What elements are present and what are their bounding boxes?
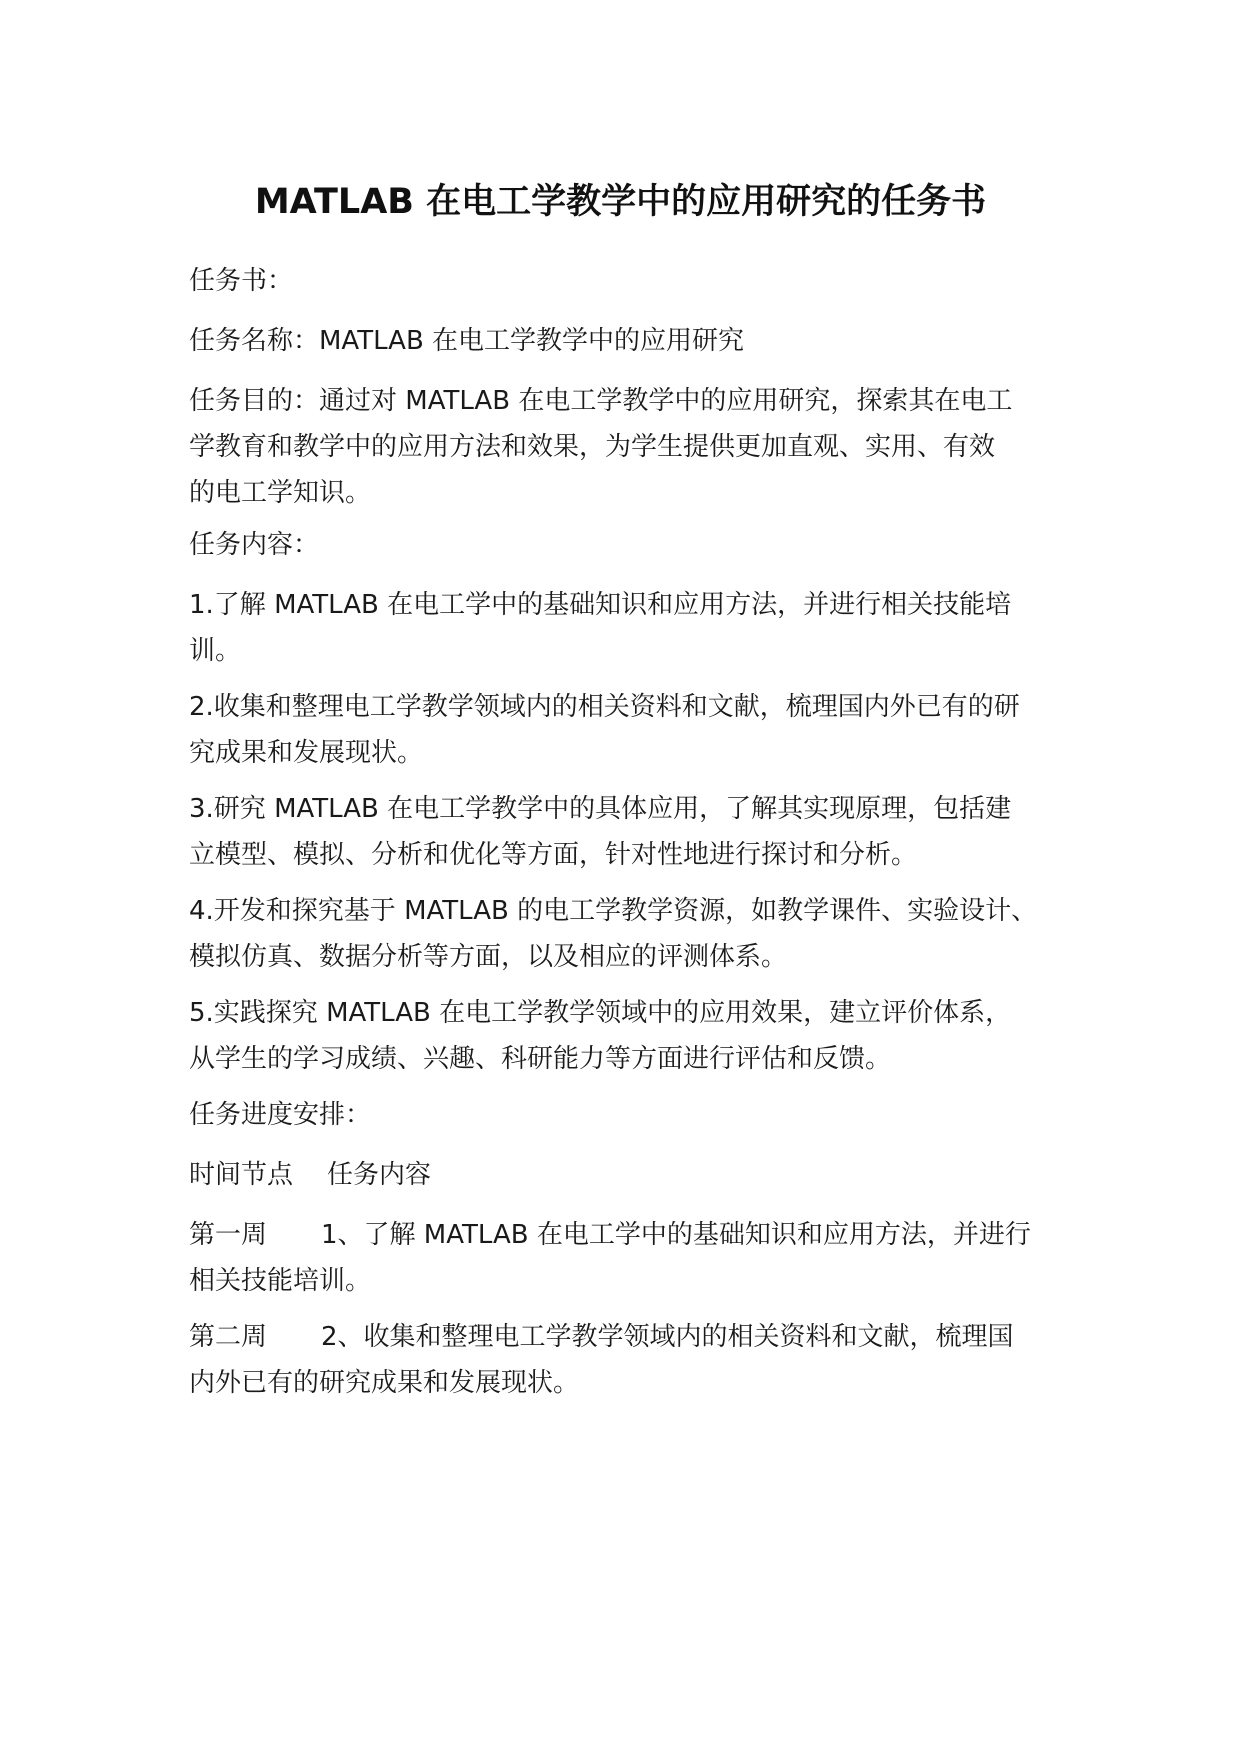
- task-item-4: [189, 888, 1059, 980]
- text-line: 的电工学知识。: [189, 478, 372, 508]
- text-line: 立模型、模拟、分析和优化等方面，针对性地进行探讨和分析。: [189, 840, 918, 870]
- schedule-row-week-2: [189, 1314, 1059, 1406]
- task-item-1: [189, 582, 1059, 674]
- task-item-5: [189, 990, 1059, 1082]
- schedule-week-label: 第一周: [189, 1220, 268, 1250]
- text-line: 3.研究 MATLAB 在电工学教学中的具体应用，了解其实现原理，包括建: [189, 794, 1012, 824]
- task-item-2: [189, 684, 1059, 776]
- text-line: 5.实践探究 MATLAB 在电工学教学领域中的应用效果，建立评价体系，: [189, 998, 1012, 1028]
- schedule-header-content: 任务内容: [327, 1160, 432, 1190]
- text-line: 任务进度安排：: [189, 1100, 372, 1130]
- schedule-row-week-1: [189, 1212, 1059, 1304]
- schedule-content-text: 2、收集和整理电工学教学领域内的相关资料和文献，梳理国: [321, 1322, 1014, 1352]
- text-line: 任务内容：: [189, 530, 320, 560]
- schedule-content-text: 内外已有的研究成果和发展现状。: [189, 1368, 580, 1398]
- task-item-3: [189, 786, 1059, 878]
- text-line: 模拟仿真、数据分析等方面，以及相应的评测体系。: [189, 942, 788, 972]
- text-line: 从学生的学习成绩、兴趣、科研能力等方面进行评估和反馈。: [189, 1044, 892, 1074]
- document-title: MATLAB 在电工学教学中的应用研究的任务书: [254, 182, 987, 222]
- schedule-header-time: 时间节点: [189, 1160, 294, 1190]
- text-line: 1.了解 MATLAB 在电工学中的基础知识和应用方法，并进行相关技能培: [189, 590, 1012, 620]
- schedule-header: [189, 1152, 1059, 1198]
- text-line: 2.收集和整理电工学教学领域内的相关资料和文献，梳理国内外已有的研: [189, 692, 1020, 722]
- schedule-week-label: 第二周: [189, 1322, 268, 1352]
- text-line: 任务书：: [189, 266, 294, 296]
- text-line: 学教育和教学中的应用方法和效果，为学生提供更加直观、实用、有效: [189, 432, 996, 462]
- section-heading-task-content: [189, 522, 1059, 568]
- text-line: 任务名称：MATLAB 在电工学教学中的应用研究: [189, 326, 745, 356]
- task-name-paragraph: [189, 318, 1059, 364]
- schedule-content-text: 相关技能培训。: [189, 1266, 372, 1296]
- text-line: 任务目的：通过对 MATLAB 在电工学教学中的应用研究，探索其在电工: [189, 386, 1013, 416]
- text-line: 究成果和发展现状。: [189, 738, 424, 768]
- task-purpose-paragraph: [189, 378, 1059, 516]
- section-heading-task-book: [189, 258, 1059, 304]
- section-heading-schedule: [189, 1092, 1059, 1138]
- schedule-content-text: 1、了解 MATLAB 在电工学中的基础知识和应用方法，并进行: [321, 1220, 1031, 1250]
- text-line: 训。: [189, 636, 242, 666]
- text-line: 4.开发和探究基于 MATLAB 的电工学教学资源，如教学课件、实验设计、: [189, 896, 1038, 926]
